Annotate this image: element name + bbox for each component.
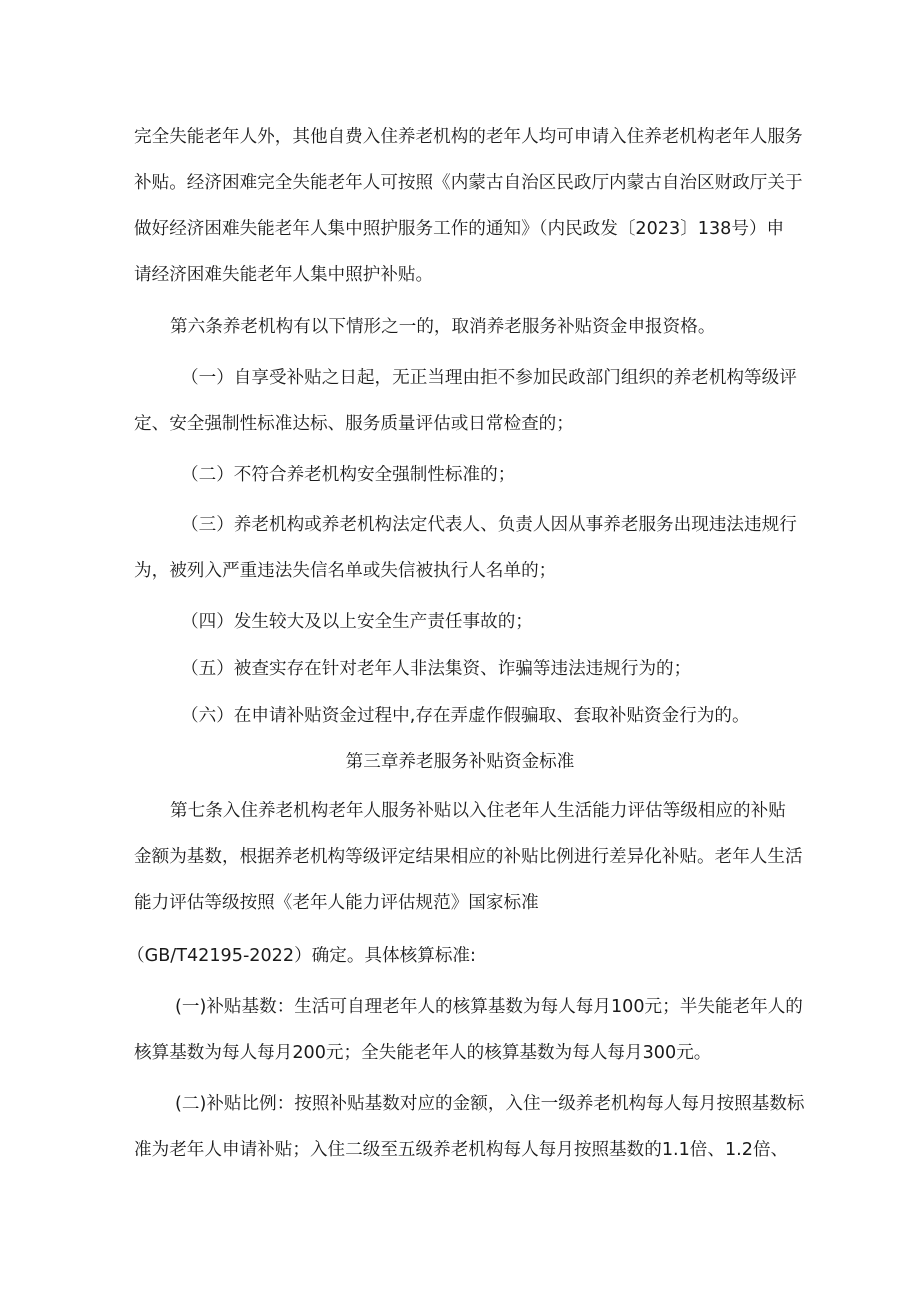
chapter-3-title: 第三章养老服务补贴资金标准 bbox=[345, 752, 575, 772]
article-6-heading: 第六条养老机构有以下情形之一的，取消养老服务补贴资金申报资格。 bbox=[170, 317, 716, 337]
article-6-item-1: （一）自享受补贴之日起，无正当理由拒不参加民政部门组织的养老机构等级评 bbox=[181, 368, 797, 388]
paragraph-line: 请经济困难失能老年人集中照护补贴。 bbox=[134, 265, 434, 285]
subsidy-base-item: (一)补贴基数：生活可自理老年人的核算基数为每人每月100元；半失能老年人的 bbox=[175, 997, 803, 1017]
subsidy-base-item-cont: 核算基数为每人每月200元；全失能老年人的核算基数为每人每月300元。 bbox=[134, 1043, 712, 1063]
article-6-item-4: （四）发生较大及以上安全生产责任事故的； bbox=[181, 612, 533, 632]
subsidy-ratio-item: (二)补贴比例：按照补贴基数对应的金额，入住一级养老机构每人每月按照基数标 bbox=[175, 1094, 805, 1114]
paragraph-line: 金额为基数，根据养老机构等级评定结果相应的补贴比例进行差异化补贴。老年人生活 bbox=[134, 847, 803, 867]
paragraph-line: 补贴。经济困难完全失能老年人可按照《内蒙古自治区民政厅内蒙古自治区财政厅关于 bbox=[134, 173, 803, 193]
article-6-item-2: （二）不符合养老机构安全强制性标准的； bbox=[181, 465, 516, 485]
paragraph-line: 能力评估等级按照《老年人能力评估规范》国家标准 bbox=[134, 893, 539, 913]
article-6-item-1-cont: 定、安全强制性标准达标、服务质量评估或日常检查的； bbox=[134, 414, 574, 434]
article-6-item-3: （三）养老机构或养老机构法定代表人、负责人因从事养老服务出现违法违规行 bbox=[181, 515, 797, 535]
article-6-item-6: （六）在申请补贴资金过程中,存在弄虚作假骗取、套取补贴资金行为的。 bbox=[181, 706, 750, 726]
subsidy-ratio-item-cont: 准为老年人申请补贴；入住二级至五级养老机构每人每月按照基数的1.1倍、1.2倍、 bbox=[134, 1140, 789, 1160]
paragraph-line: 完全失能老年人外，其他自费入住养老机构的老年人均可申请入住养老机构老年人服务 bbox=[134, 127, 803, 147]
article-6-item-5: （五）被查实存在针对老年人非法集资、诈骗等违法违规行为的； bbox=[181, 659, 692, 679]
article-6-item-3-cont: 为，被列入严重违法失信名单或失信被执行人名单的； bbox=[134, 561, 557, 581]
paragraph-line: 做好经济困难失能老年人集中照护服务工作的通知》（内民政发〔2023〕138号）申 bbox=[134, 219, 785, 239]
article-7-heading: 第七条入住养老机构老年人服务补贴以入住老年人生活能力评估等级相应的补贴 bbox=[170, 801, 786, 821]
standard-reference: （GB/T42195-2022）确定。具体核算标准: bbox=[127, 946, 476, 966]
